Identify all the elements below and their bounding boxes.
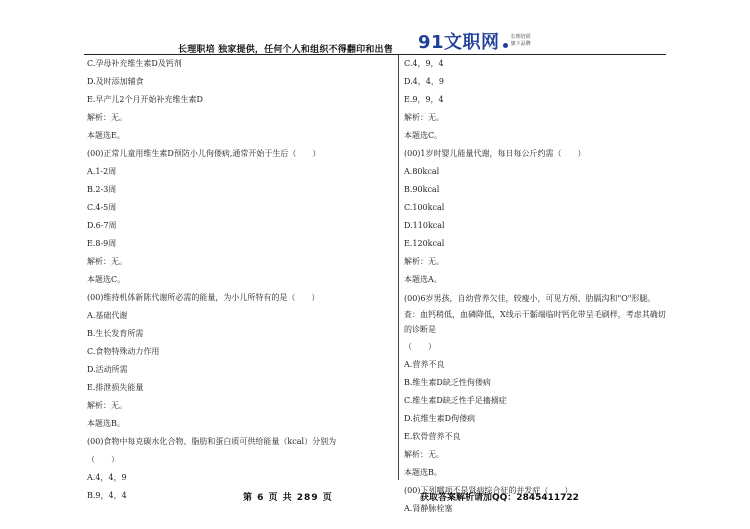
text-line: C.4，9，4 [404,59,444,68]
question-stem: (00)维持机体新陈代谢所必需的能量，为小儿所特有的是（ ） [87,293,320,302]
page-number: 第 6 页 共 289 页 [243,493,333,503]
text-line: A.基础代谢 [87,311,128,320]
text-line: 本题选B。 [87,419,125,428]
logo-text: 91文职网 [418,32,500,53]
text-line: D.110kcal [404,221,445,230]
text-line: C.维生素D缺乏性手足搐搦症 [404,395,507,405]
question-stem: (00)6岁男孩，自幼营养欠佳，较瘦小，可见方颅、肋膈沟和"O"形腿。查：血钙稍低，血磷降低，X线示干骺端临时钙化带呈毛刷样，考虑其确切的诊断是 [404,294,666,334]
text-line: 本题选A。 [404,275,442,284]
logo-dot-icon [503,43,508,48]
text-line: A.80kcal [404,167,440,176]
text-line: B.9，4，4 [87,491,127,500]
logo-tagline-line1: 长理培训 [510,34,531,40]
text-line: （ ） [404,341,436,351]
question-stem: (00)下列哪项不是肾病综合征的并发症（ ） [404,485,573,495]
logo-tagline [511,34,531,48]
text-line: 解析：无。 [404,113,444,122]
question-stem: (00)食物中每克碳水化合物、脂肪和蛋白质可供给能量（kcal）分别为 [87,437,337,446]
left-column [87,55,392,505]
column-divider [398,55,399,480]
text-line: 本题选C。 [87,275,126,284]
text-line: 本题选C。 [404,131,443,140]
text-line: A.4，4，9 [87,473,127,482]
text-line: 本题选E。 [87,131,125,140]
text-line: D.抗维生素D佝偻病 [404,413,476,423]
logo-tagline-line2: 旗下品牌 [510,41,531,47]
text-line: A.肾静脉栓塞 [404,503,453,513]
text-line: 解析：无。 [87,401,127,410]
text-line: B.90kcal [404,185,440,194]
text-line: 本题选B。 [404,467,442,477]
text-line: C.食物特殊动力作用 [87,347,160,356]
text-line: E.早产儿2个月开始补充维生素D [87,95,203,104]
text-line: A.营养不良 [404,359,445,369]
text-line: 解析：无。 [87,113,127,122]
text-line: B.生长发育所需 [87,329,144,338]
text-line: C.100kcal [404,203,445,212]
question-stem: (00)正常儿童用维生素D预防小儿佝偻病,通常开始于生后（ ） [87,149,321,158]
text-line: 解析：无。 [87,257,127,266]
text-line: 解析：无。 [404,257,444,266]
question-stem: (00)1岁时婴儿能量代谢，每日每公斤约需（ ） [404,149,586,158]
text-line: E.120kcal [404,239,445,248]
text-line: C.4-5周 [87,203,117,212]
text-line: A.1-2周 [87,167,117,176]
text-line: E.软骨营养不良 [404,431,461,441]
text-line: 解析：无。 [404,449,444,459]
right-column [404,55,666,518]
site-logo [418,28,531,54]
text-line: （ ） [87,455,119,464]
contact-notice: 获取答案解析请加QQ：2845411722 [420,493,579,503]
text-line: B.2-3周 [87,185,117,194]
text-line: C.孕母补充维生素D及钙剂 [87,59,182,68]
text-line: D.活动所需 [87,365,128,374]
text-line: D.4，4，9 [404,77,444,86]
text-line: D.及时添加辅食 [87,77,144,86]
header-notice: 长理职培 独家提供，任何个人和组织不得翻印和出售 [178,45,393,55]
text-line: E.8-9周 [87,239,117,248]
text-line: D.6-7周 [87,221,117,230]
text-line: B.维生素D缺乏性佝偻病 [404,377,491,387]
text-line: E.9，9，4 [404,95,444,104]
text-line: E.排泄损失能量 [87,383,144,392]
